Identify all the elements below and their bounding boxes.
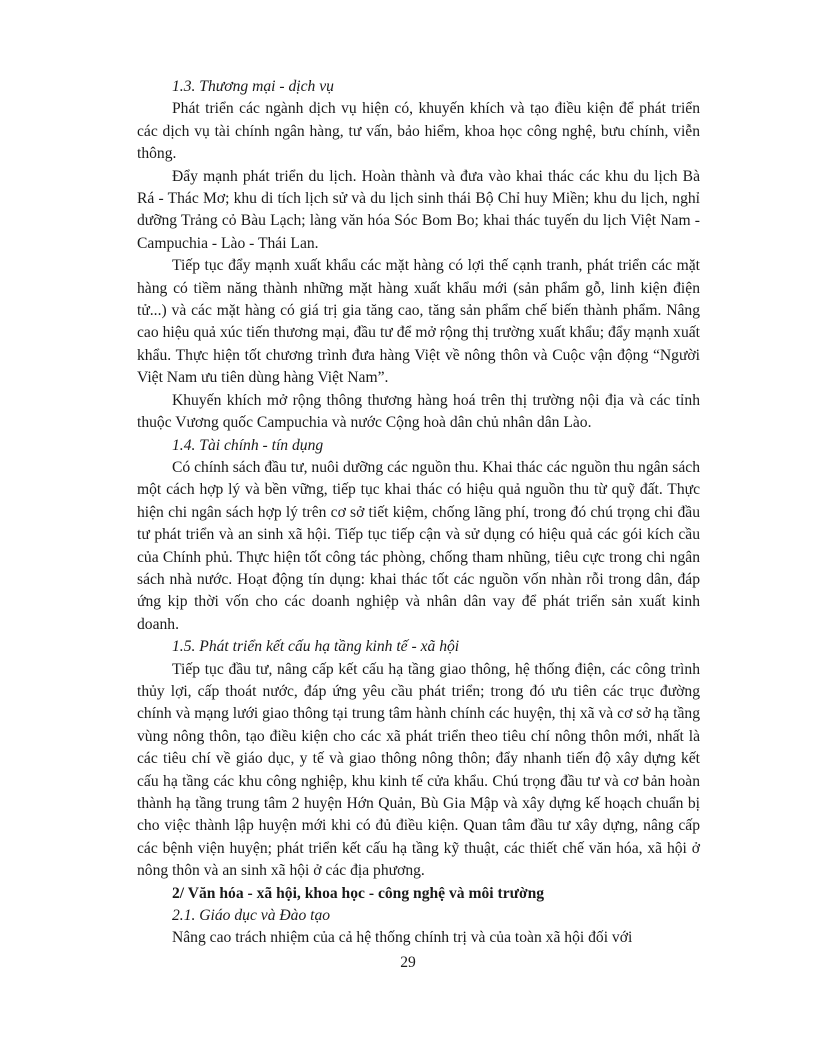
paragraph: Có chính sách đầu tư, nuôi dưỡng các nguồn thu. Khai thác các nguồn thu ngân sách một cách hợp lý và bền vững, tiếp tục khai thác có hiệu quả nguồn thu từ quỹ đất. Thực hiện chi ngân sách hợp lý trên cơ sở tiết kiệm, chống lãng phí, trong đó chú trọng chi đầu tư phát triển và an sinh xã hội. Tiếp tục tiếp cận và sử dụng có hiệu quả các gói kích cầu của Chính phủ. Thực hiện tốt công tác phòng, chống tham nhũng, tiêu cực trong chi ngân sách nhà nước. Hoạt động tín dụng: khai thác tốt các nguồn vốn nhàn rỗi trong dân, đáp ứng kịp thời vốn cho các doanh nghiệp và nhân dân vay để phát triển sản xuất kinh doanh. xyxy=(137,458,700,633)
page-number: 29 xyxy=(400,954,416,971)
main-heading-2: 2/ Văn hóa - xã hội, khoa học - công nghệ và môi trường xyxy=(172,884,545,902)
paragraph: Tiếp tục đẩy mạnh xuất khẩu các mặt hàng có lợi thế cạnh tranh, phát triển các mặt hàng có tiềm năng thành những mặt hàng xuất khẩu mới (sản phẩm gỗ, linh kiện điện tử...) và các mặt hàng có giá trị gia tăng cao, tăng sản phẩm chế biến thành phẩm. Nâng cao hiệu quả xúc tiến thương mại, đầu tư để mở rộng thị trường xuất khẩu; đẩy mạnh xuất khẩu. Thực hiện tốt chương trình đưa hàng Việt về nông thôn và Cuộc vận động “Người Việt Nam ưu tiên dùng hàng Việt Nam”. xyxy=(137,257,700,387)
section-heading-2-1: 2.1. Giáo dục và Đào tạo xyxy=(172,907,331,925)
section-heading-1-4: 1.4. Tài chính - tín dụng xyxy=(172,436,324,454)
section-heading-1-3: 1.3. Thương mại - dịch vụ xyxy=(172,78,334,95)
paragraph: Khuyến khích mở rộng thông thương hàng hoá trên thị trường nội địa và các tỉnh thuộc Vương quốc Campuchia và nước Cộng hoà dân chủ nhân dân Lào. xyxy=(137,391,700,432)
paragraph: Nâng cao trách nhiệm của cả hệ thống chính trị và của toàn xã hội đối với xyxy=(172,929,633,947)
paragraph: Tiếp tục đầu tư, nâng cấp kết cấu hạ tầng giao thông, hệ thống điện, các công trình thủy lợi, cấp thoát nước, đáp ứng yêu cầu phát triển; trong đó ưu tiên các trục đường chính và mạng lưới giao thông tại trung tâm hành chính các huyện, thị xã và cơ sở hạ tầng vùng nông thôn, tạo điều kiện cho các xã phát triển theo tiêu chí nông thôn mới, nhất là các tiêu chí về giáo dục, y tế và giao thông nông thôn; đẩy nhanh tiến độ xây dựng kết cấu hạ tầng các khu công nghiệp, khu kinh tế cửa khẩu. Chú trọng đầu tư và cơ bản hoàn thành hạ tầng trung tâm 2 huyện Hớn Quản, Bù Gia Mập và xây dựng kế hoạch chuẩn bị cho việc thành lập huyện mới khi có đủ điều kiện. Quan tâm đầu tư xây dựng, nâng cấp các bệnh viện huyện; phát triển kết cấu hạ tầng kỹ thuật, các thiết chế văn hóa, xã hội ở nông thôn và an sinh xã hội ở các địa phương. xyxy=(137,660,700,880)
page-body xyxy=(137,76,700,950)
paragraph: Đẩy mạnh phát triển du lịch. Hoàn thành và đưa vào khai thác các khu du lịch Bà Rá - Thác Mơ; khu di tích lịch sử và du lịch sinh thái Bộ Chỉ huy Miền; khu du lịch, nghỉ dưỡng Trảng cỏ Bàu Lạch; làng văn hóa Sóc Bom Bo; khai thác tuyến du lịch Việt Nam - Campuchia - Lào - Thái Lan. xyxy=(137,167,700,252)
paragraph: Phát triển các ngành dịch vụ hiện có, khuyến khích và tạo điều kiện để phát triển các dịch vụ tài chính ngân hàng, tư vấn, bảo hiểm, khoa học công nghệ, bưu chính, viễn thông. xyxy=(137,100,700,163)
section-heading-1-5: 1.5. Phát triển kết cấu hạ tầng kinh tế - xã hội xyxy=(172,638,460,656)
